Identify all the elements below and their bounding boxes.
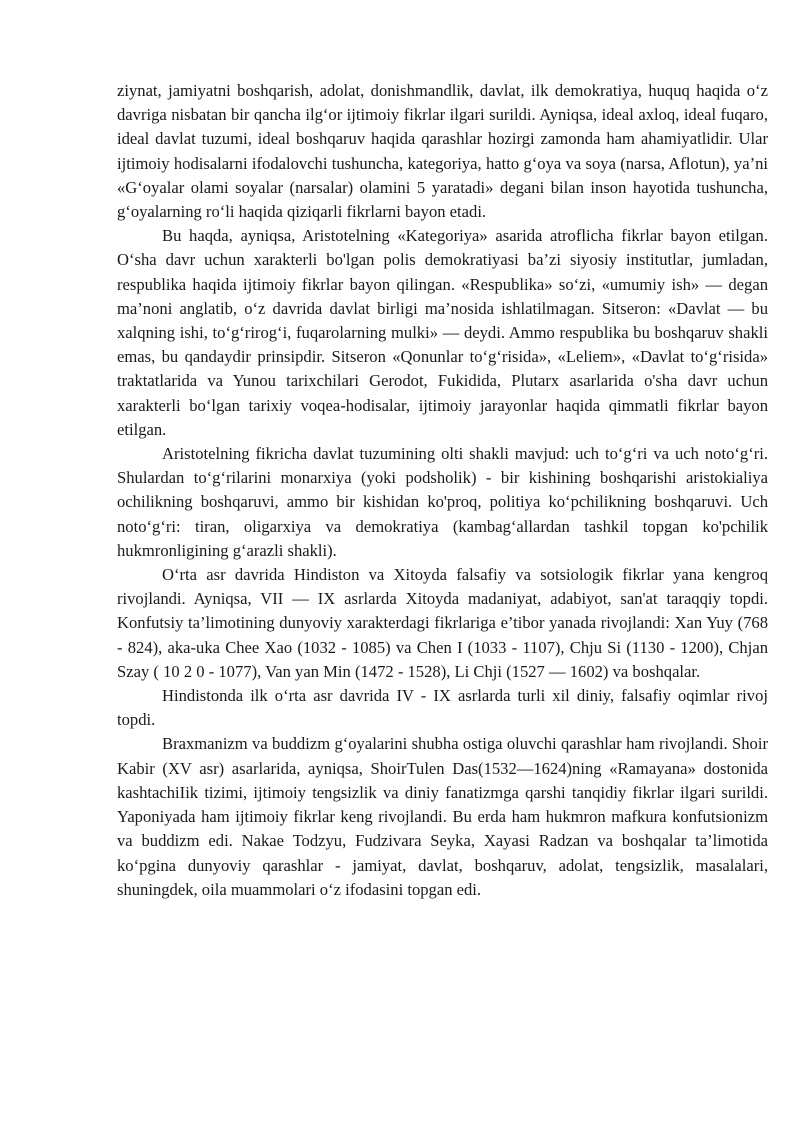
paragraph-aristotle-categories: Bu haqda, ayniqsa, Aristotelning «Kategoriya» asarida atroflicha fikrlar bayon etilgan. O‘sha davr uchun xarakterli bo'lgan polis demokratiyasi ba’zi siyosiy institutlar, jumladan, respublika haqida ijtimoiy fikrlar bayon qilingan. «Respublika» so‘zi, «umumiy ish» — degan ma’noni anglatib, o‘z davrida davlat birligi ma’nosida ishlatilmagan. Sitseron: «Davlat — bu xalqning ishi, to‘g‘rirog‘i, fuqarolarning mulki» — deydi. Ammo respublika bu boshqaruv shakli emas, bu qandaydir prinsipdir. Sitseron «Qonunlar to‘g‘risida», «Leliem», «Davlat to‘g‘risida» traktatlarida va Yunou tarixchilari Gerodot, Fukidida, Plutarx asarlarida o'sha davr uchun xarakterli bo‘lgan tarixiy voqea-hodisalar, ijtimoiy jarayonlar haqida qimmatli fikrlar bayon etilgan.	[117, 226, 768, 439]
document-page	[117, 79, 768, 902]
paragraph-brahmanism-buddhism: Braxmanizm va buddizm g‘oyalarini shubha ostiga oluvchi qarashlar ham rivojlandi. Shoir Kabir (XV asr) asarlarida, ayniqsa, ShoirTulen Das(1532—1624)ning «Ramayana» dostonida kashtachiIik tizimi, ijtimoiy tengsizlik va diniy fanatizmga qarshi tanqidiy fikrlar ilgari surildi. Yaponiyada ham ijtimoiy fikrlar keng rivojlandi. Bu erda ham hukmron mafkura konfutsionizm va buddizm edi. Nakae Todzyu, Fudzivara Seyka, Xayasi Radzan va boshqalar ta’limotida ko‘pgina dunyoviy qarashlar - jamiyat, davlat, boshqaruv, adolat, tengsizlik, masalalari, shuningdek, oila muammolari o‘z ifodasini topgan edi.	[117, 734, 768, 899]
paragraph-medieval-india-china: O‘rta asr davrida Hindiston va Xitoyda falsafiy va sotsiologik fikrlar yana kengroq rivojlandi. Ayniqsa, VII — IX asrlarda Xitoyda madaniyat, adabiyot, san'at taraqqiy topdi. Konfutsiy ta’limotining dunyoviy xarakterdagi fikrlariga e’tibor yanada rivojlandi: Xan Yuy (768 - 824), aka-uka Chee Xao (1032 - 1085) va Chen I (1033 - 1107), Chju Si (1130 - 1200), Chjan Szay ( 10 2 0 - 1077), Van yan Min (1472 - 1528), Li Chji (1527 — 1602) va boshqalar.	[117, 565, 768, 681]
paragraph-aristotle-state-forms: Aristotelning fikricha davlat tuzumining olti shakli mavjud: uch to‘g‘ri va uch noto‘g‘ri. Shulardan to‘g‘rilarini monarxiya (yoki podsholik) - bir kishining boshqarishi aristokialiya ochilikning boshqaruvi, ammo bir kishidan ko'proq, politiya ko‘pchilikning boshqaruvi. Uch noto‘g‘ri: tiran, oligarxiya va demokratiya (kambag‘allardan tashkil topgan ko'pchilik hukmronligining g‘arazli shakli).	[117, 444, 768, 560]
paragraph-india-early-medieval: Hindistonda ilk o‘rta asr davrida IV - IX asrlarda turli xil diniy, falsafiy oqimlar rivoj topdi.	[117, 686, 768, 730]
paragraph-continuation: ziynat, jamiyatni boshqarish, adolat, donishmandlik, davlat, ilk demokratiya, huquq haqida o‘z davriga nisbatan bir qancha ilg‘or ijtimoiy fikrlar ilgari surildi. Ayniqsa, ideal axloq, ideal fuqaro, ideal davlat tuzumi, ideal boshqaruv haqida qarashlar hozirgi zamonda ham ahamiyatlidir. Ular ijtimoiy hodisalarni ifodalovchi tushuncha, kategoriya, hatto g‘oya va soya (narsa, Aflotun), ya’ni «G‘oyalar olami soyalar (narsalar) olamini 5 yaratadi» degani bilan inson hayotida tushuncha, g‘oyalarning ro‘li haqida qiziqarli fikrlarni bayon etadi.	[117, 81, 768, 222]
